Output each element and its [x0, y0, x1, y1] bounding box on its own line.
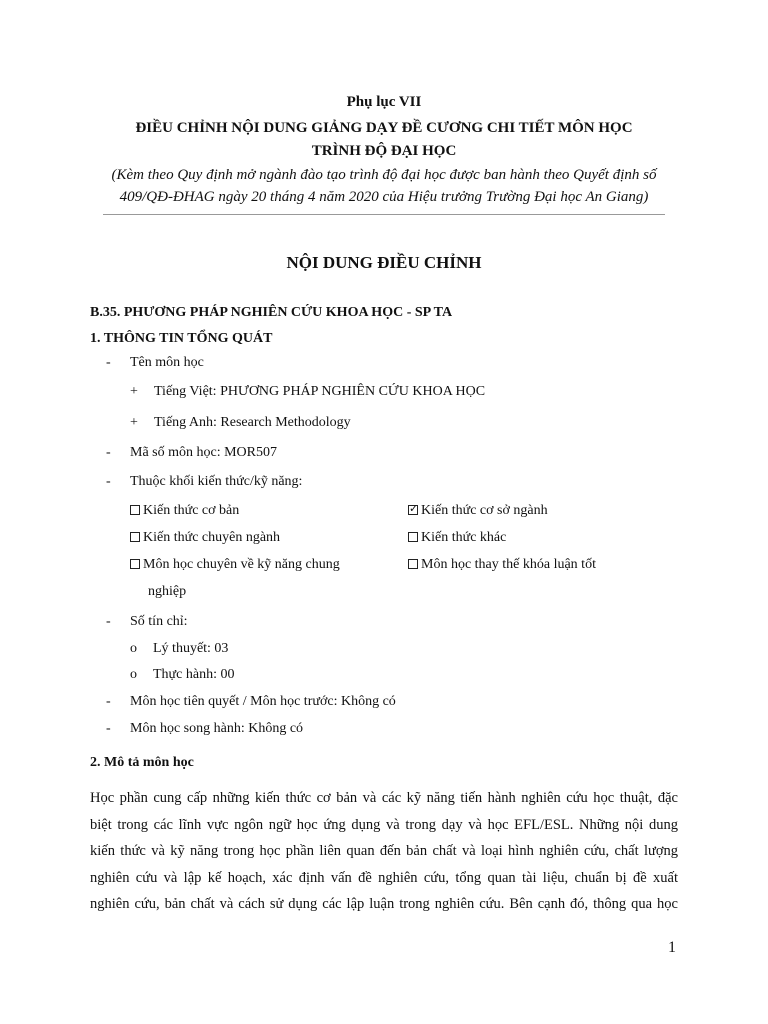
checkbox-career-skills-label: Môn học chuyên về kỹ năng chung — [143, 557, 340, 572]
description-line: kiến thức và kỹ năng trong học phần liên quan đến bản chất và loại hình nghiên cứu, chất lượng — [90, 843, 678, 859]
checkbox-empty-icon — [130, 505, 140, 515]
course-heading: B.35. PHƯƠNG PHÁP NGHIÊN CỨU KHOA HỌC - SP TA — [90, 305, 453, 320]
doc-subtitle-line2: 409/QĐ-ĐHAG ngày 20 tháng 4 năm 2020 của Hiệu trưởng Trường Đại học An Giang) — [119, 189, 649, 205]
prerequisite: Môn học tiên quyết / Môn học trước: Không có — [130, 694, 396, 709]
page-number: 1 — [668, 939, 676, 956]
theory-credits: Lý thuyết: 03 — [153, 641, 229, 656]
course-name-label: Tên môn học — [130, 355, 204, 370]
description-line: nghiên cứu, bản chất và cách sử dụng các lập luận trong nghiên cứu. Bên cạnh đó, thông qua học — [90, 896, 678, 912]
dash-bullet: - — [106, 355, 111, 370]
corequisite: Môn học song hành: Không có — [130, 721, 304, 736]
checkbox-basic[interactable] — [130, 503, 239, 519]
description-line: biệt trong các lĩnh vực ngôn ngữ học ứng dụng và trong dạy và học EFL/ESL. Những nội dung — [90, 816, 678, 833]
checkbox-other-label: Kiến thức khác — [421, 530, 507, 545]
section-title: NỘI DUNG ĐIỀU CHỈNH — [286, 253, 482, 272]
knowledge-block-label: Thuộc khối kiến thức/kỹ năng: — [130, 474, 303, 489]
plus-bullet: + — [130, 415, 138, 430]
dash-bullet: - — [106, 721, 111, 736]
doc-subtitle-line1: (Kèm theo Quy định mở ngành đào tạo trình độ đại học được ban hành theo Quyết định số — [111, 167, 657, 183]
plus-bullet: + — [130, 384, 138, 399]
checkbox-empty-icon — [408, 559, 418, 569]
checkbox-foundation-label: Kiến thức cơ sở ngành — [421, 503, 548, 518]
checkbox-empty-icon — [408, 532, 418, 542]
vietnamese-name: Tiếng Việt: PHƯƠNG PHÁP NGHIÊN CỨU KHOA HỌC — [154, 384, 486, 399]
description-paragraph — [90, 785, 678, 918]
checkbox-career-skills-label-cont: nghiệp — [148, 584, 187, 599]
checkbox-thesis-substitute-label: Môn học thay thế khóa luận tốt — [421, 557, 596, 572]
checkbox-specialized-label: Kiến thức chuyên ngành — [143, 530, 281, 545]
checkbox-thesis-substitute[interactable] — [408, 557, 596, 573]
dash-bullet: - — [106, 445, 111, 460]
doc-title-line1: ĐIỀU CHỈNH NỘI DUNG GIẢNG DẠY ĐỀ CƯƠNG CHI TIẾT MÔN HỌC — [135, 120, 633, 136]
appendix-label: Phụ lục VII — [346, 94, 422, 110]
circle-bullet: o — [130, 667, 137, 682]
circle-bullet: o — [130, 641, 137, 656]
checkbox-basic-label: Kiến thức cơ bản — [143, 503, 240, 518]
checkbox-checked-icon — [408, 505, 418, 515]
english-name: Tiếng Anh: Research Methodology — [154, 415, 351, 430]
credits-label: Số tín chỉ: — [130, 614, 188, 629]
dash-bullet: - — [106, 474, 111, 489]
course-code: Mã số môn học: MOR507 — [130, 445, 277, 460]
description-heading: 2. Mô tả môn học — [90, 755, 194, 770]
checkbox-empty-icon — [130, 559, 140, 569]
header-divider — [103, 214, 665, 215]
checkbox-specialized[interactable] — [130, 530, 280, 546]
checkbox-empty-icon — [130, 532, 140, 542]
description-line: nghiên cứu và lập kế hoạch, xác định vấn đề nghiên cứu, tổng quan tài liệu, chuẩn bị đề xuất — [90, 869, 678, 886]
dash-bullet: - — [106, 614, 111, 629]
checkbox-other[interactable] — [408, 530, 506, 546]
checkbox-career-skills[interactable] — [130, 557, 340, 573]
doc-title-line2: TRÌNH ĐỘ ĐẠI HỌC — [311, 143, 457, 159]
checkbox-foundation[interactable] — [408, 503, 548, 519]
description-line: Học phần cung cấp những kiến thức cơ bản và các kỹ năng tiến hành nghiên cứu học thuật, đặc — [90, 790, 678, 806]
practice-credits: Thực hành: 00 — [153, 667, 235, 682]
general-info-heading: 1. THÔNG TIN TỔNG QUÁT — [90, 331, 273, 346]
dash-bullet: - — [106, 694, 111, 709]
